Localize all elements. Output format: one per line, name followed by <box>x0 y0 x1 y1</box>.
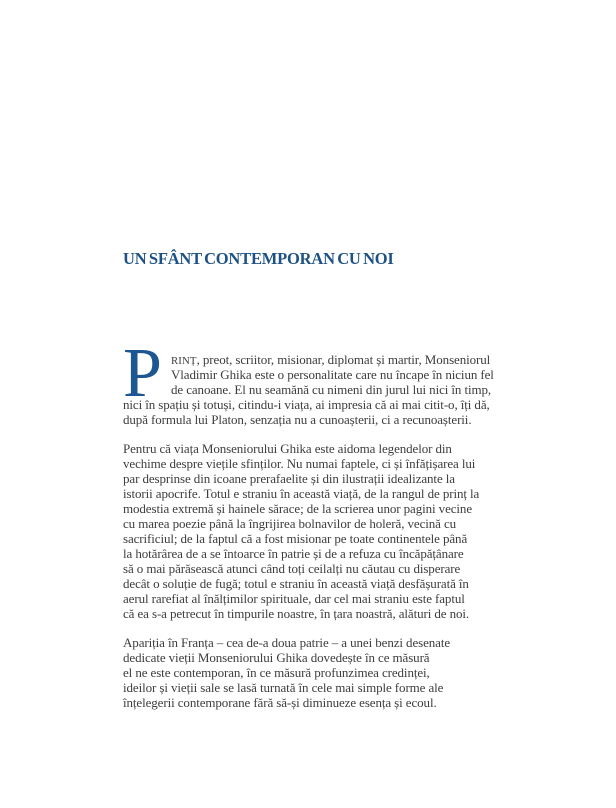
text-line: vechime despre viețile sfinților. Nu numai faptele, ci și înfățișarea lui <box>123 456 476 471</box>
text-line: de canoane. El nu seamănă cu nimeni din jurul lui nici în timp, <box>171 382 492 397</box>
body-text <box>123 335 543 724</box>
lines-full-width <box>123 397 543 427</box>
text-line: sacrificiul; de la faptul că a fost misionar pe toate continentele până <box>123 531 468 546</box>
text-line: înțelegerii contemporane fără să-și diminueze esența și ecoul. <box>123 695 437 710</box>
text-line: nici în spațiu și totuși, citindu-i viața, ai impresia că ai mai citit-o, îți dă, <box>123 397 490 412</box>
text-line: ideilor și vieții sale se lasă turnată în cele mai simple forme ale <box>123 680 444 695</box>
text-line <box>171 352 543 367</box>
text-line: să o mai părăsească atunci când toți ceilalți nu căutau cu disperare <box>123 561 461 576</box>
text-line: că ea s-a petrecut în timpurile noastre, în țara noastră, alături de noi. <box>123 606 470 621</box>
lead-small-caps: RINȚ <box>171 355 197 367</box>
chapter-title: UN SFÂNT CONTEMPORAN CU NOI <box>123 249 394 268</box>
lines-beside-drop-cap <box>123 367 543 397</box>
paragraph-1 <box>123 335 543 427</box>
text-line: dedicate vieții Monseniorului Ghika dovedește în ce măsură <box>123 650 430 665</box>
text-line: la hotărârea de a se întoarce în patrie și de a refuza cu încăpățânare <box>123 546 464 561</box>
text-line: Apariția în Franța – cea de-a doua patrie – a unei benzi desenate <box>123 635 451 650</box>
text-line: decât o soluție de fugă; totul e straniu în această viață desfășurată în <box>123 576 469 591</box>
text-line: Vladimir Ghika este o personalitate care nu încape în niciun fel <box>171 367 494 382</box>
drop-cap-letter: P <box>123 335 162 412</box>
text-line: Pentru că viața Monseniorului Ghika este aidoma legendelor din <box>123 441 452 456</box>
text-line: istorii apocrife. Totul e straniu în această viață, de la rangul de prinț la <box>123 486 480 501</box>
text-line: par desprinse din icoane prerafaelite și din ilustrații idealizante la <box>123 471 455 486</box>
text-line: cu marea poezie până la îngrijirea bolnavilor de holeră, vecină cu <box>123 516 457 531</box>
paragraph-2 <box>123 441 543 621</box>
paragraph-3 <box>123 635 543 710</box>
text-line: aerul rarefiat al înălțimilor spirituale, dar cel mai straniu este faptul <box>123 591 465 606</box>
first-line-text: , preot, scriitor, misionar, diplomat și martir, Monseniorul <box>196 352 491 367</box>
text-line: el ne este contemporan, în ce măsură profunzimea credinței, <box>123 665 430 680</box>
text-line: după formula lui Platon, senzația nu a cunoașterii, ci a recunoașterii. <box>123 412 472 427</box>
text-line: modestia extremă și hainele sărace; de la scrierea unor pagini vecine <box>123 501 472 516</box>
